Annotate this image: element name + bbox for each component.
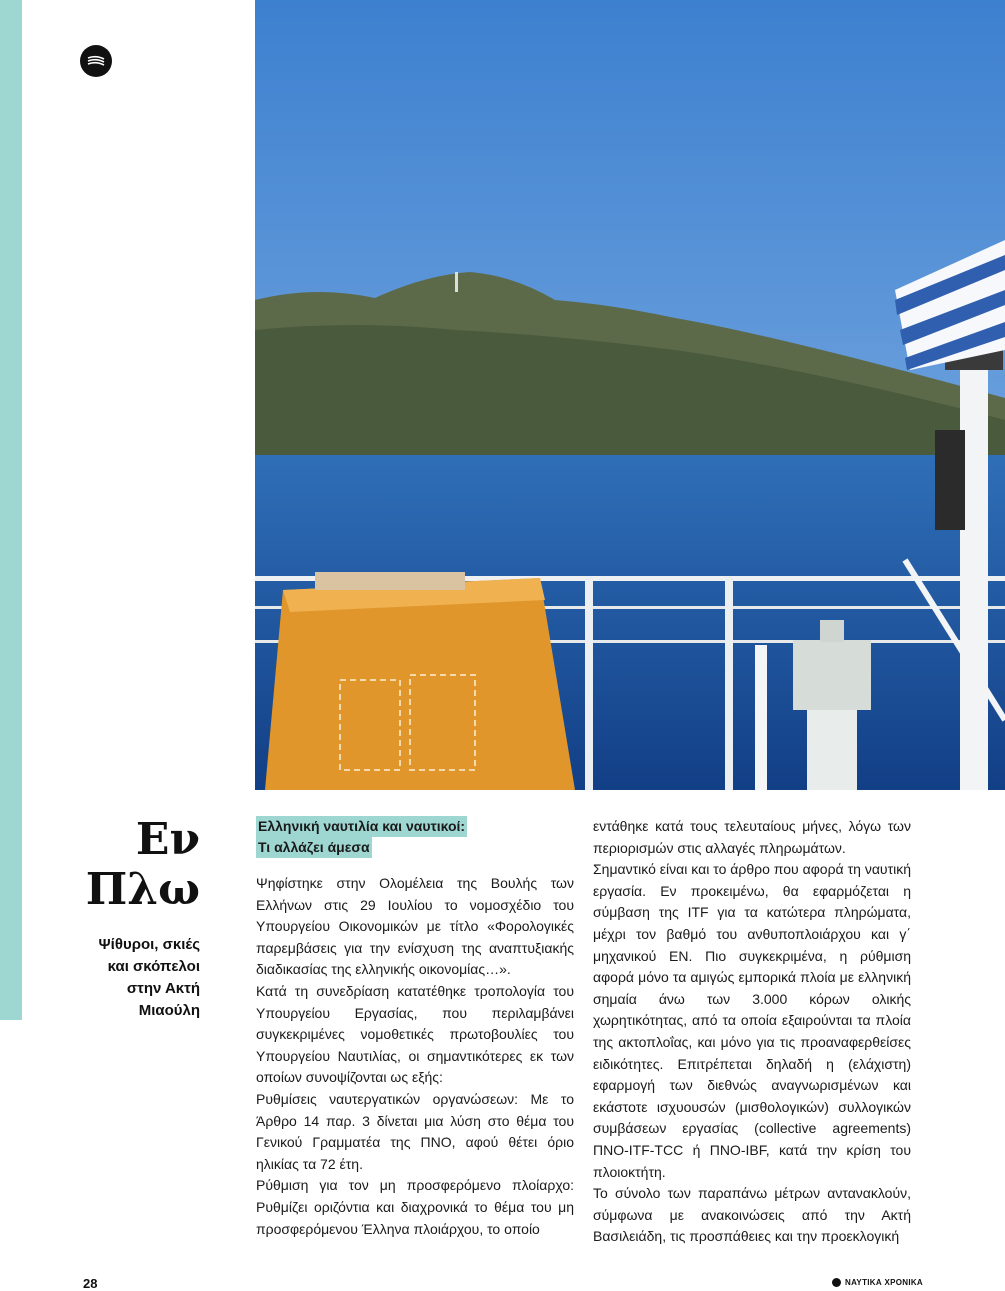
teaser-line: Ψίθυροι, σκιές [98,936,200,953]
article-paragraph: Το σύνολο των παραπάνω μέτρων αντανακλούν, σύμφωνα με ανακοινώσεις από την Ακτή Βασιλειάδη, τις προσπάθειες και την προεκλογική [593,1185,911,1245]
footer-brand-name: ΝΑΥΤΙΚΑ ΧΡΟΝΙΚΑ [845,1278,923,1287]
section-title-line-1: Εν [135,814,200,865]
article-column-2 [593,816,911,1248]
article-paragraph: Σημαντικό είναι και το άρθρο που αφορά τη ναυτική εργασία. Εν προκειμένω, θα εφαρμόζεται η σύμβαση της ITF για τα κατώτερα πληρώματα, μέχρι τον βαθμό του ανθυποπλοιάρχου και γ΄ μηχανικού ΕΝ. Πιο συγκεκριμένα, η ρύθμιση αφορά μόνο τα αμιγώς εμπορικά πλοία με ελληνική σημαία άνω των 3.000 κόρων ολικής χωρητικότητας, από τα οποία εξαιρούνται τα πλοία της ακτοπλοΐας, και μόνο για τις προαναφερθείσες ειδικότητες. Επιτρέπεται δηλαδή η (ελάχιστη) εφαρμογή των διεθνώς αναγνωρισμένων και εκάστοτε ισχυουσών (μισθολογικών) συλλογικών συμβάσεων εργασίας (collective agreements) ΠΝΟ-ITF-TCC ή ΠΝΟ-IBF, κατά την κρίση του πλοιοκτήτη. [593,861,911,1180]
hero-photo-sea-view [255,0,1005,790]
wave-logo-icon [80,45,112,77]
teaser-line: και σκόπελοι [107,958,200,975]
article-paragraph: Ψηφίστηκε στην Ολομέλεια της Βουλής των Ελλήνων στις 29 Ιουλίου το νομοσχέδιο του Υπουργείου Οικονομικών με τίτλο «Φορολογικές παρεμβάσεις για την ενίσχυση της αναπτυξιακής διαδικασίας της ελληνικής οικονομίας…». [256,875,574,978]
article-paragraph: εντάθηκε κατά τους τελευταίους μήνες, λόγω των περιορισμών στις αλλαγές πληρωμάτων. [593,818,911,856]
article-headline-line-2: Τι αλλάζει άμεσα [256,837,372,858]
page-number: 28 [83,1276,98,1291]
footer-brand [832,1278,923,1287]
article-headline-line-1: Ελληνική ναυτιλία και ναυτικοί: [256,816,467,837]
article-paragraph: Ρυθμίσεις ναυτεργατικών οργανώσεων: Με το Άρθρο 14 παρ. 3 δίνεται μια λύση στο θέμα του Γενικού Γραμματέα της ΠΝΟ, αφού θέτει όριο ηλικίας τα 72 έτη. [256,1090,574,1172]
brand-dot-icon [832,1278,841,1287]
article-column-1 [256,816,574,1240]
side-accent-strip [0,0,22,1020]
article-paragraph: Ρύθμιση για τον μη προσφερόμενο πλοίαρχο: Ρυθμίζει οριζόντια και διαχρονικά το θέμα του μη προσφερόμενου Έλληνα πλοιάρχου, το οποίο [256,1177,574,1237]
section-title-line-2: Πλω [85,864,200,915]
teaser-heading [60,934,200,1022]
article-headline [256,816,574,858]
teaser-line: στην Ακτή [126,980,200,997]
section-title [40,815,200,915]
teaser-line: Μιαούλη [138,1002,200,1019]
article-paragraph: Κατά τη συνεδρίαση κατατέθηκε τροπολογία του Υπουργείου Εργασίας, που περιλαμβάνει συγκεκριμένες νομοθετικές πρωτοβουλίες του Υπουργείου Ναυτιλίας, οι σημαντικότερες εκ των οποίων συνοψίζονται ως εξής: [256,982,574,1086]
